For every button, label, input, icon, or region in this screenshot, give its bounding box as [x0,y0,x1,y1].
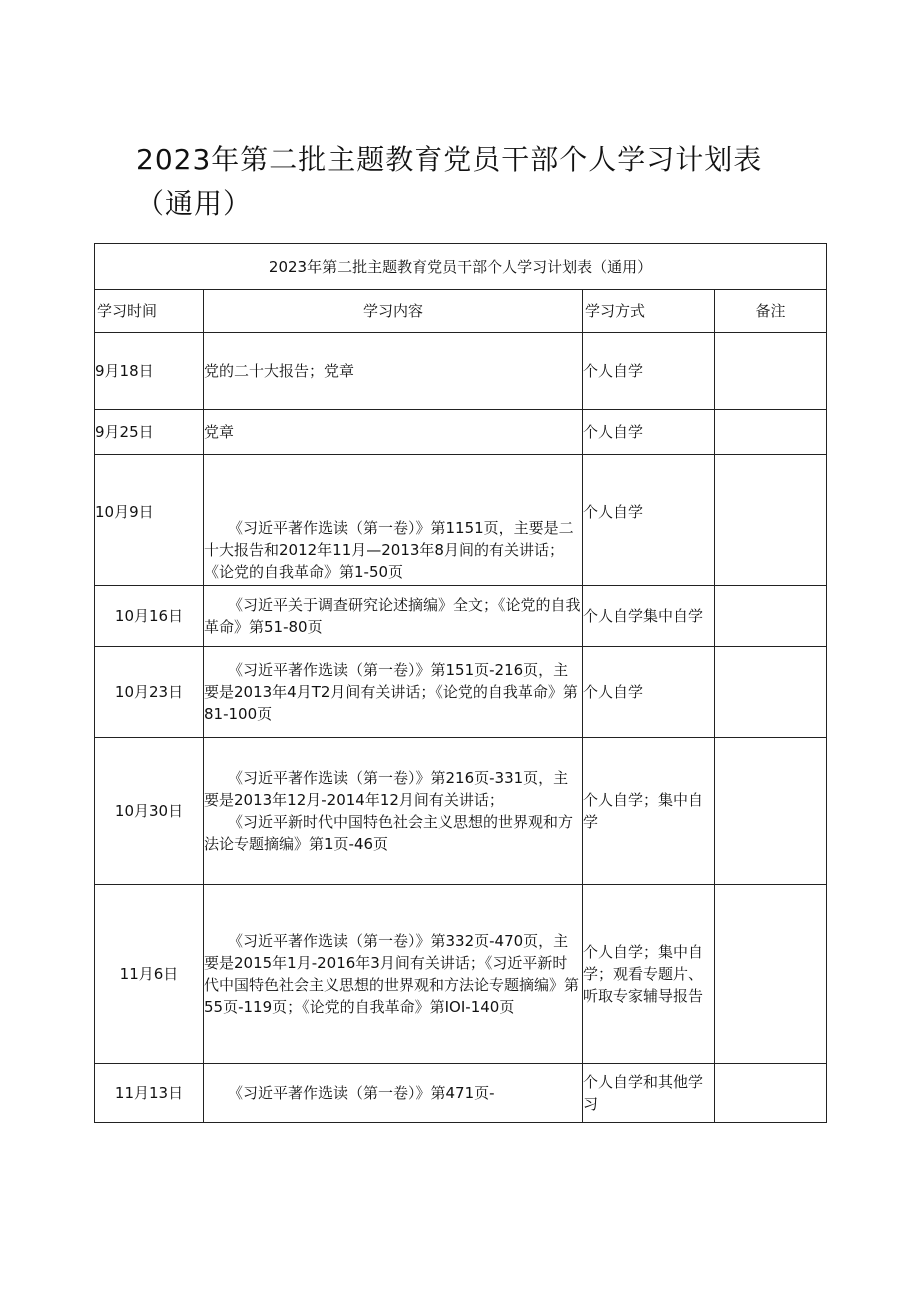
row-content-text: 《习近平著作选读（第一卷）》第151页-216页，主要是2013年4月T2月间有关讲话；《论党的自我革命》第81-100页 [204,661,578,723]
row-method: 个人自学 [583,333,715,410]
row-content-text: 《习近平著作选读（第一卷）》第216页-331页，主要是2013年12月-2014年12月间有关讲话； [204,769,569,809]
row-content-text: 《习近平著作选读（第一卷）》第1151页，主要是二十大报告和2012年11月—2013年8月间的有关讲话；《论党的自我革命》第1-50页 [204,519,574,581]
table-row [95,333,827,410]
header-method: 学习方式 [583,290,715,333]
row-content-text: 《习近平著作选读（第一卷）》第332页-470页，主要是2015年1月-2016年3月间有关讲话；《习近平新时代中国特色社会主义思想的世界观和方法论专题摘编》第55页-119页；《论党的自我革命》第IOI-140页 [204,932,580,1016]
table-row [95,455,827,586]
row-method-text: 个人自学 [583,503,644,521]
row-method: 个人自学和其他学习 [583,1064,715,1123]
row-note [715,885,827,1064]
row-content-text: 《习近平新时代中国特色社会主义思想的世界观和方法论专题摘编》第1页-46页 [204,813,574,853]
row-content-text: 《习近平关于调查研究论述摘编》全文；《论党的自我革命》第51-80页 [204,596,581,636]
row-note [715,333,827,410]
row-date: 9月25日 [95,410,204,455]
header-content: 学习内容 [204,290,583,333]
row-note [715,1064,827,1123]
row-date: 10月16日 [95,586,204,647]
table-caption: 2023年第二批主题教育党员干部个人学习计划表（通用） [95,244,827,290]
row-content [204,1064,583,1123]
row-date [95,455,204,586]
row-content-text: 《习近平著作选读（第一卷）》第471页- [228,1084,495,1102]
row-note [715,738,827,885]
row-method: 个人自学 [583,410,715,455]
row-date: 11月6日 [95,885,204,1064]
table-caption-row [95,244,827,290]
study-plan-table [94,243,827,1123]
table-row [95,885,827,1064]
row-date: 9月18日 [95,333,204,410]
page-title: 2023年第二批主题教育党员干部个人学习计划表（通用） [136,143,763,220]
table-row [95,410,827,455]
row-method: 个人自学 [583,647,715,738]
table-row [95,1064,827,1123]
table-row [95,647,827,738]
row-content [204,647,583,738]
row-date: 10月23日 [95,647,204,738]
row-content [204,738,583,885]
header-time: 学习时间 [95,290,204,333]
row-content: 党章 [204,410,583,455]
row-content [204,455,583,586]
row-content: 党的二十大报告；党章 [204,333,583,410]
row-date: 11月13日 [95,1064,204,1123]
row-method: 个人自学；集中自学 [583,738,715,885]
row-method [583,455,715,586]
row-content [204,885,583,1064]
row-note [715,647,827,738]
row-note [715,410,827,455]
row-note [715,455,827,586]
row-note [715,586,827,647]
row-date: 10月30日 [95,738,204,885]
row-date-text: 10月9日 [95,503,154,521]
table-row [95,738,827,885]
header-note: 备注 [715,290,827,333]
row-method: 个人自学集中自学 [583,586,715,647]
table-row [95,586,827,647]
table-header-row [95,290,827,333]
row-method: 个人自学；集中自学；观看专题片、听取专家辅导报告 [583,885,715,1064]
row-content [204,586,583,647]
